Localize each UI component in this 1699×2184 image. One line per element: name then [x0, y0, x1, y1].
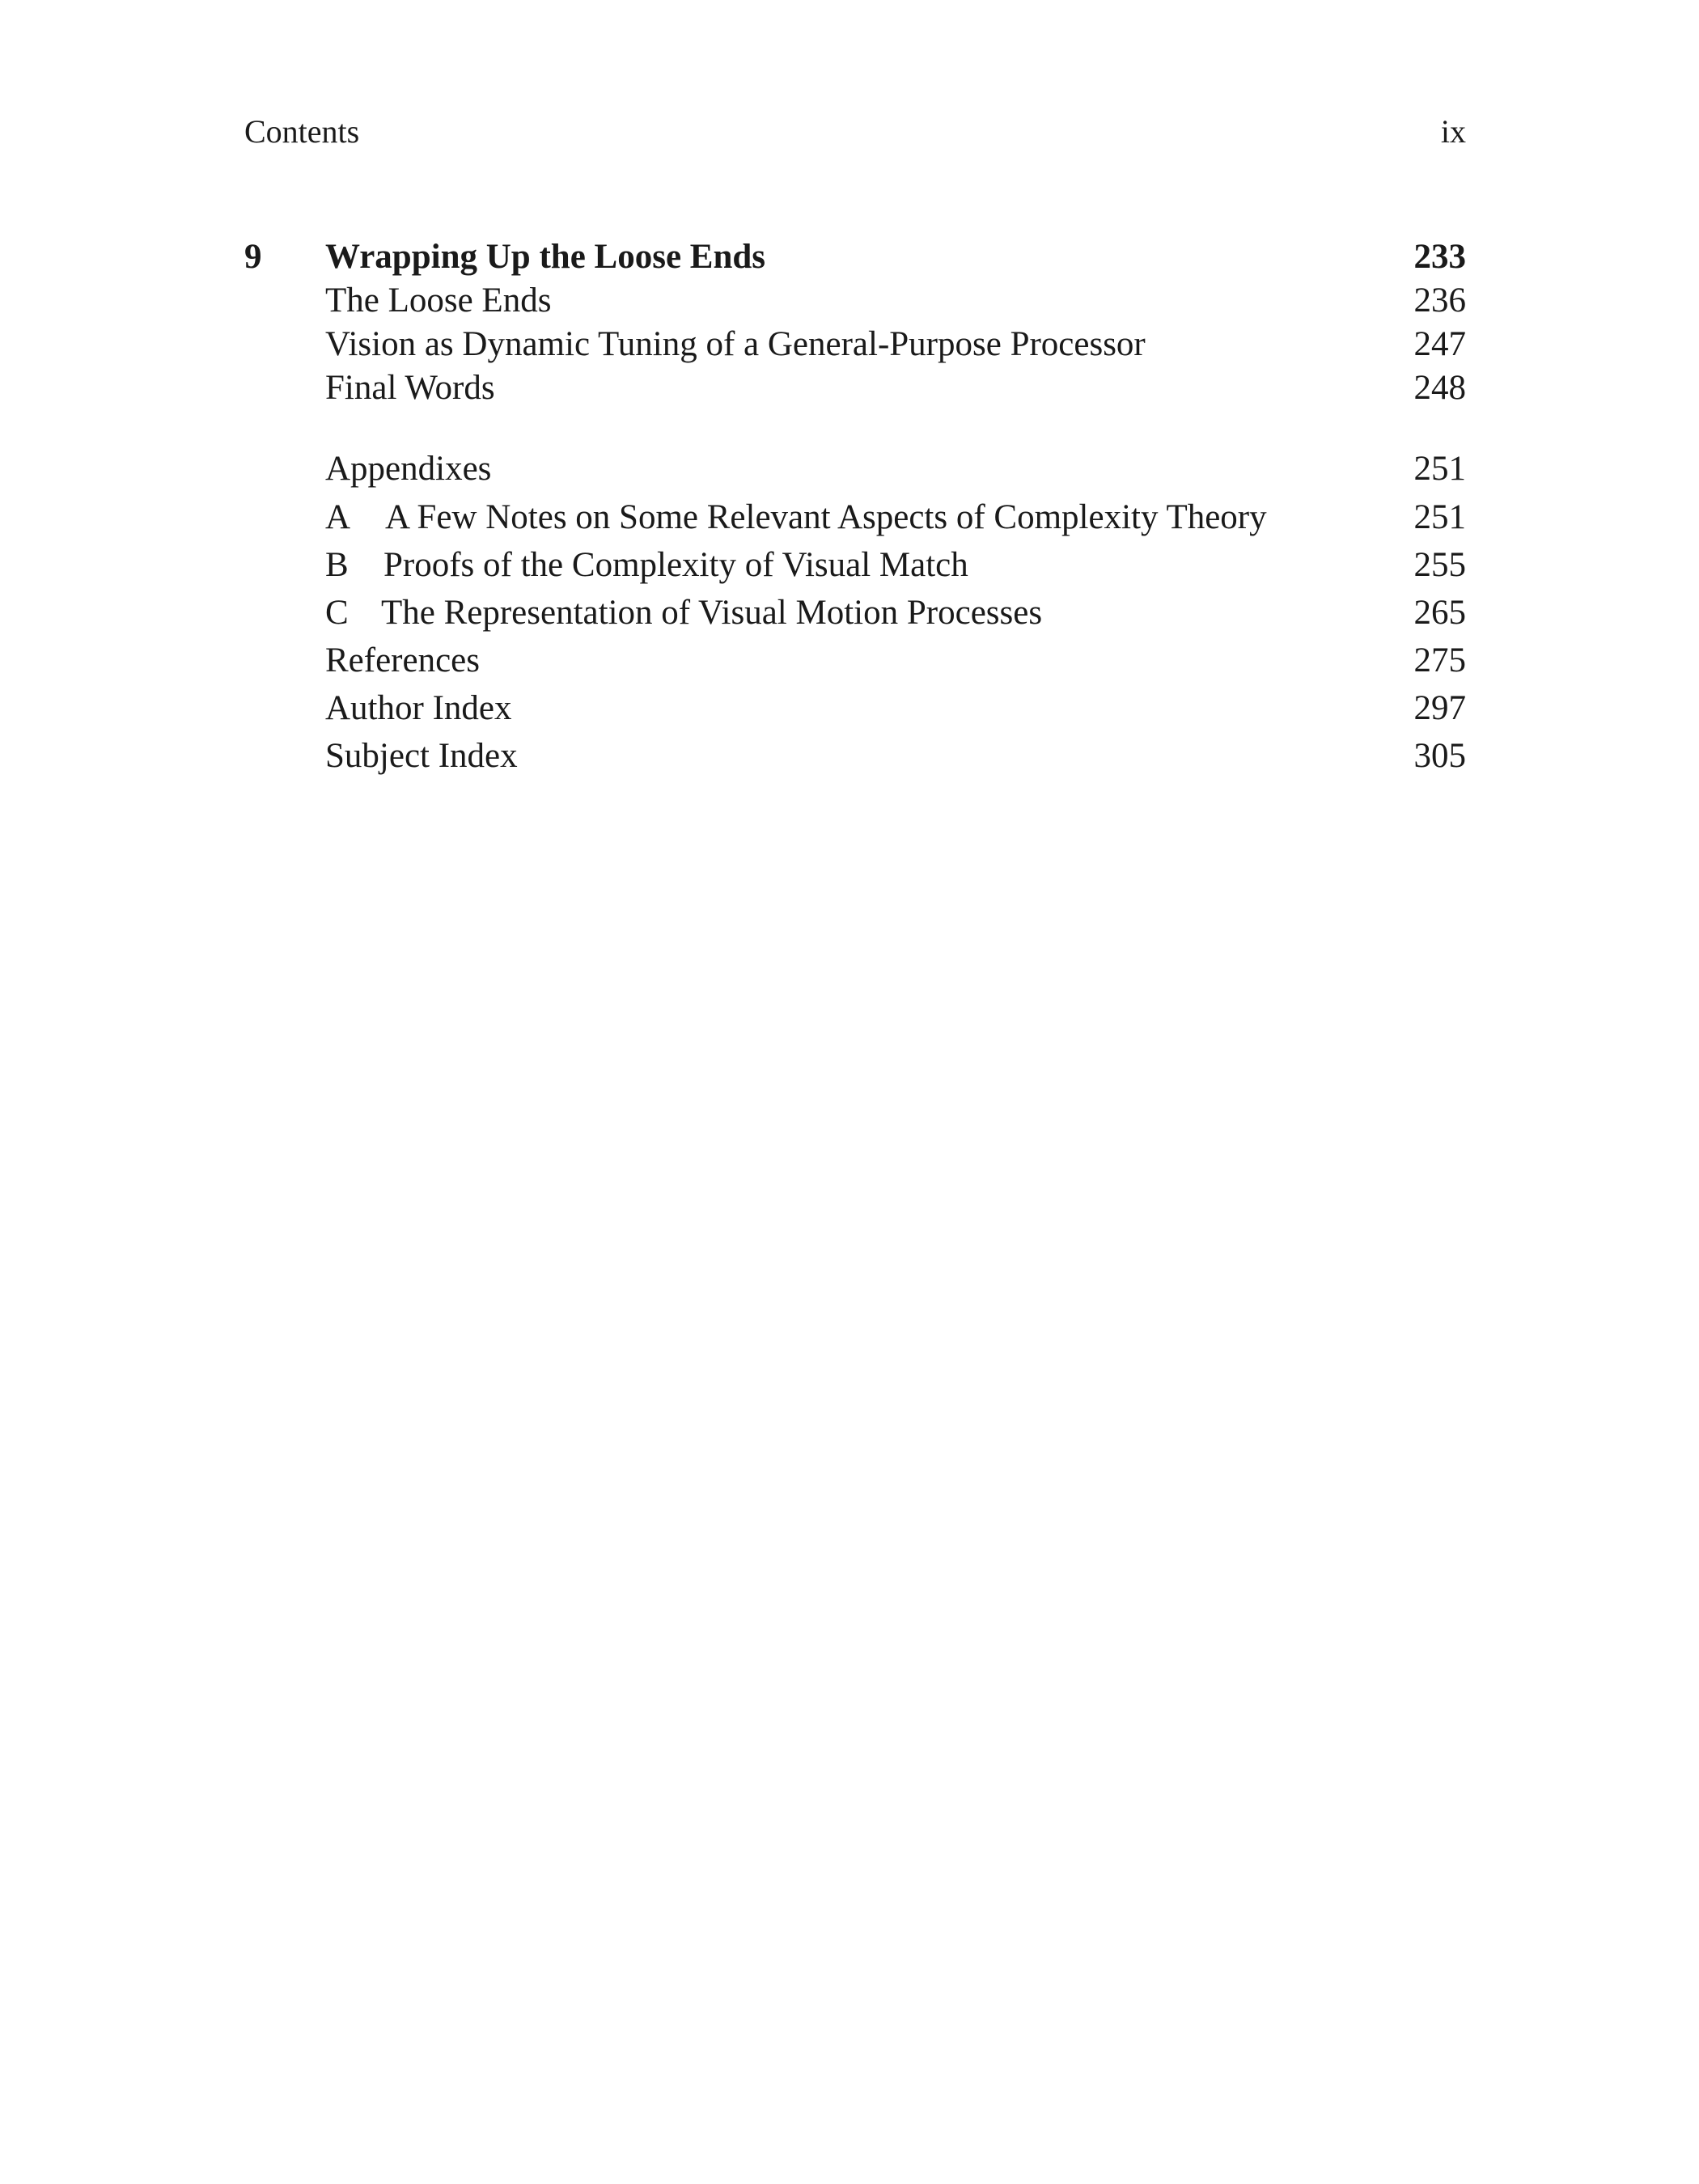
appendix-letter: B	[325, 546, 349, 584]
toc-appendixes[interactable]	[244, 447, 1466, 492]
toc-appendix-c[interactable]	[244, 590, 1466, 636]
toc-author-index[interactable]	[244, 686, 1466, 731]
section-title: The Loose Ends	[325, 281, 552, 320]
appendix-title: A Few Notes on Some Relevant Aspects of Complexity Theory	[385, 498, 1267, 536]
section-page: 248	[1413, 369, 1466, 407]
appendix-title: Proofs of the Complexity of Visual Match	[383, 546, 968, 584]
appendixes-title: Appendixes	[325, 450, 492, 488]
appendix-page: 265	[1413, 594, 1466, 632]
appendix-letter: A	[325, 498, 351, 536]
section-title: Final Words	[325, 369, 495, 407]
appendix-title: The Representation of Visual Motion Processes	[381, 594, 1043, 632]
toc-appendix-a[interactable]	[244, 495, 1466, 540]
appendixes-page: 251	[1413, 450, 1466, 488]
entry-title: References	[325, 641, 480, 679]
chapter-page: 233	[1413, 238, 1466, 276]
entry-page: 275	[1413, 641, 1466, 679]
chapter-number: 9	[244, 238, 262, 276]
section-title: Vision as Dynamic Tuning of a General-Purpose Processor	[325, 325, 1146, 363]
toc-section-final-words[interactable]	[244, 366, 1466, 411]
section-page: 247	[1413, 325, 1466, 363]
appendix-page: 255	[1413, 546, 1466, 584]
toc-chapter-9[interactable]	[244, 235, 1466, 280]
running-head-page-number: ix	[1440, 113, 1466, 150]
toc-subject-index[interactable]	[244, 734, 1466, 779]
appendix-letter: C	[325, 594, 349, 632]
entry-title: Author Index	[325, 689, 512, 727]
chapter-title: Wrapping Up the Loose Ends	[325, 238, 766, 276]
toc-section-vision-dynamic-tuning[interactable]	[244, 322, 1466, 367]
entry-title: Subject Index	[325, 737, 518, 775]
section-page: 236	[1413, 281, 1466, 320]
toc-appendix-b[interactable]	[244, 543, 1466, 588]
toc-section-loose-ends[interactable]	[244, 278, 1466, 324]
appendix-page: 251	[1413, 498, 1466, 536]
running-head-title: Contents	[244, 113, 360, 150]
entry-page: 305	[1413, 737, 1466, 775]
toc-references[interactable]	[244, 638, 1466, 684]
entry-page: 297	[1413, 689, 1466, 727]
